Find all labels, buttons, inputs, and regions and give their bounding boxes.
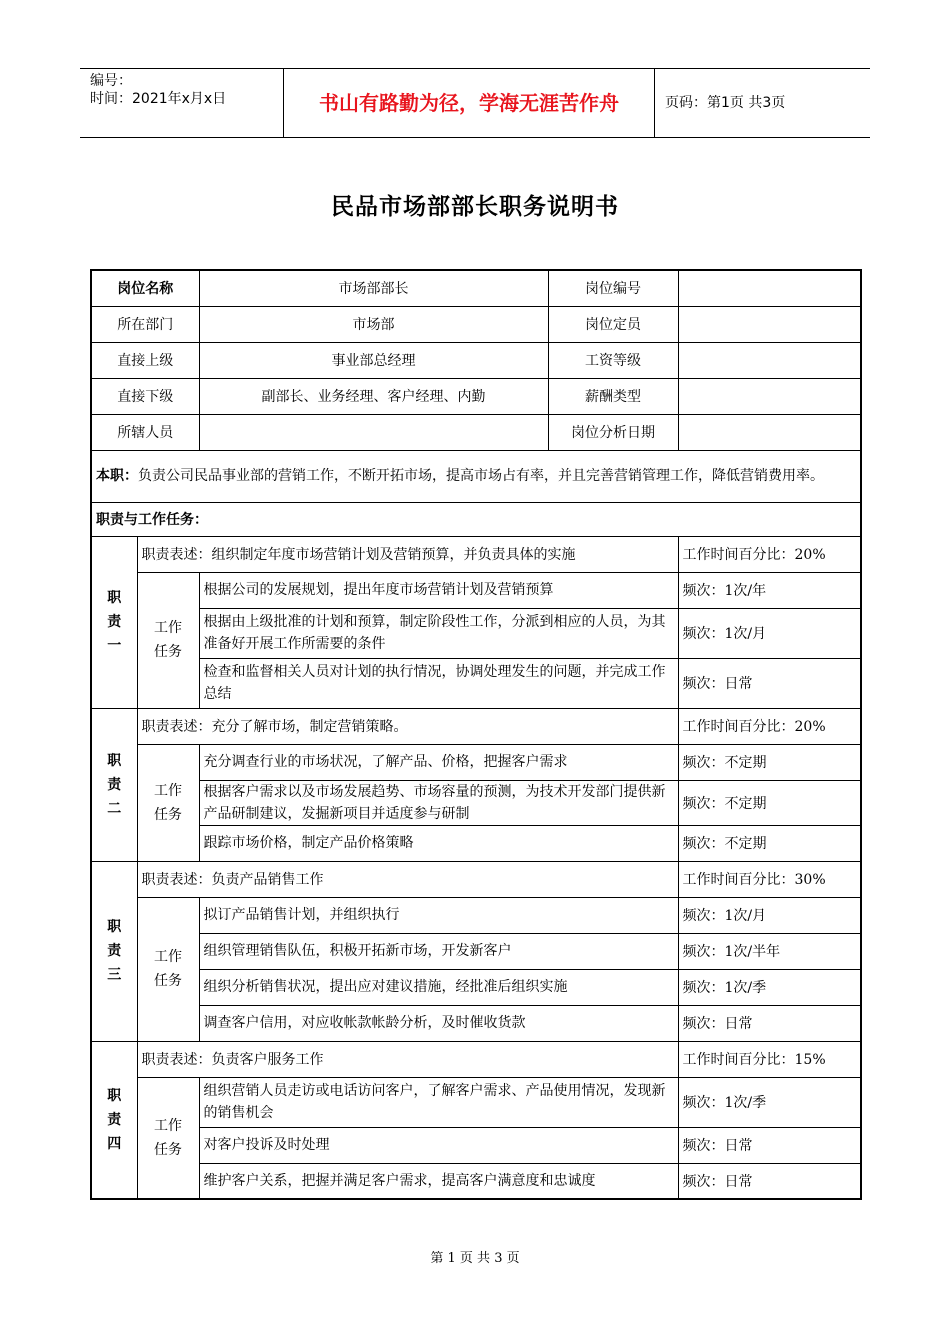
task-label (137, 572, 199, 708)
task-label-text: 工作任务 (154, 1117, 182, 1158)
duty-name-text: 职责二 (107, 752, 122, 817)
page-footer: 第 1 页 共 3 页 (430, 1251, 520, 1266)
info-label: 所在部门 (91, 306, 199, 342)
info-label: 直接上级 (91, 342, 199, 378)
task-row (91, 897, 861, 933)
document-date: 时间：2021年x月x日 (90, 91, 227, 107)
duty-time-percent: 工作时间百分比：20% (678, 708, 861, 744)
task-description: 根据客户需求以及市场发展趋势、市场容量的预测，为技术开发部门提供新产品研制建议，发掘新项目并适度参与研制 (199, 780, 678, 825)
info-label: 所辖人员 (91, 414, 199, 450)
document-number: 编号： (90, 73, 132, 89)
info-value (678, 270, 861, 306)
task-description: 组织管理销售队伍，积极开拓新市场，开发新客户 (199, 933, 678, 969)
summary-cell (91, 450, 861, 502)
task-description: 拟订产品销售计划，并组织执行 (199, 897, 678, 933)
info-value: 市场部 (199, 306, 548, 342)
duty-name (91, 1041, 137, 1199)
job-description-table (90, 269, 862, 1200)
task-frequency: 频次：日常 (678, 1163, 861, 1199)
info-value (678, 306, 861, 342)
info-row (91, 414, 861, 450)
info-row (91, 378, 861, 414)
task-description: 根据公司的发展规划，提出年度市场营销计划及营销预算 (199, 572, 678, 608)
task-frequency: 频次：日常 (678, 658, 861, 708)
duty-statement: 职责表述：负责客户服务工作 (137, 1041, 678, 1077)
task-description: 根据由上级批准的计划和预算，制定阶段性工作，分派到相应的人员，为其准备好开展工作所需要的条件 (199, 608, 678, 658)
header-meta (80, 69, 284, 137)
task-label (137, 744, 199, 861)
task-description: 组织营销人员走访或电话访问客户，了解客户需求、产品使用情况，发现新的销售机会 (199, 1077, 678, 1127)
duty-statement: 职责表述：充分了解市场，制定营销策略。 (137, 708, 678, 744)
task-description: 跟踪市场价格，制定产品价格策略 (199, 825, 678, 861)
task-frequency: 频次：不定期 (678, 825, 861, 861)
header-motto: 书山有路勤为径，学海无涯苦作舟 (284, 69, 655, 137)
duty-statement-row (91, 536, 861, 572)
duty-name-text: 职责三 (107, 919, 122, 983)
info-value (678, 342, 861, 378)
info-value: 副部长、业务经理、客户经理、内勤 (199, 378, 548, 414)
duty-time-percent: 工作时间百分比：30% (678, 861, 861, 897)
task-row (91, 1005, 861, 1041)
task-row (91, 969, 861, 1005)
task-row (91, 1077, 861, 1127)
duty-statement: 职责表述：组织制定年度市场营销计划及营销预算，并负责具体的实施 (137, 536, 678, 572)
task-row (91, 825, 861, 861)
task-frequency: 频次：不定期 (678, 780, 861, 825)
duty-statement-row (91, 1041, 861, 1077)
task-row (91, 1163, 861, 1199)
duty-statement: 职责表述：负责产品销售工作 (137, 861, 678, 897)
summary-label: 本职： (96, 467, 138, 484)
info-value (678, 378, 861, 414)
task-description: 对客户投诉及时处理 (199, 1127, 678, 1163)
header-page-number: 页码：第1页 共3页 (665, 95, 786, 111)
duties-heading-row (91, 502, 861, 536)
task-label-text: 工作任务 (154, 782, 182, 823)
summary-row (91, 450, 861, 502)
info-label: 岗位名称 (91, 270, 199, 306)
task-frequency: 频次：日常 (678, 1005, 861, 1041)
task-row (91, 608, 861, 658)
duty-name-text: 职责一 (107, 590, 122, 654)
duty-time-percent: 工作时间百分比：20% (678, 536, 861, 572)
task-row (91, 933, 861, 969)
info-label: 岗位定员 (548, 306, 678, 342)
task-description: 检查和监督相关人员对计划的执行情况，协调处理发生的问题，并完成工作总结 (199, 658, 678, 708)
info-value (199, 414, 548, 450)
summary-text: 负责公司民品事业部的营销工作，不断开拓市场，提高市场占有率，并且完善营销管理工作，降低营销费用率。 (138, 467, 824, 484)
task-label-text: 工作任务 (154, 620, 182, 660)
task-row (91, 658, 861, 708)
task-label (137, 1077, 199, 1199)
info-label: 岗位分析日期 (548, 414, 678, 450)
page-header (80, 68, 870, 138)
task-label (137, 897, 199, 1041)
task-frequency: 频次：1次/月 (678, 897, 861, 933)
task-frequency: 频次：1次/月 (678, 608, 861, 658)
duty-time-percent: 工作时间百分比：15% (678, 1041, 861, 1077)
duties-heading: 职责与工作任务： (91, 502, 861, 536)
info-row (91, 306, 861, 342)
duty-name (91, 861, 137, 1041)
task-row (91, 572, 861, 608)
task-frequency: 频次：日常 (678, 1127, 861, 1163)
info-label: 岗位编号 (548, 270, 678, 306)
info-label: 薪酬类型 (548, 378, 678, 414)
info-value: 市场部部长 (199, 270, 548, 306)
info-value: 事业部总经理 (199, 342, 548, 378)
task-description: 维护客户关系，把握并满足客户需求，提高客户满意度和忠诚度 (199, 1163, 678, 1199)
task-frequency: 频次：1次/季 (678, 1077, 861, 1127)
document-title: 民品市场部部长职务说明书 (331, 194, 619, 220)
task-description: 调查客户信用，对应收帐款帐龄分析，及时催收货款 (199, 1005, 678, 1041)
info-row (91, 342, 861, 378)
info-label: 工资等级 (548, 342, 678, 378)
duty-name-text: 职责四 (107, 1087, 122, 1152)
task-row (91, 780, 861, 825)
task-frequency: 频次：1次/年 (678, 572, 861, 608)
task-description: 充分调查行业的市场状况，了解产品、价格，把握客户需求 (199, 744, 678, 780)
task-frequency: 频次：1次/季 (678, 969, 861, 1005)
task-frequency: 频次：1次/半年 (678, 933, 861, 969)
duty-name (91, 536, 137, 708)
task-row (91, 744, 861, 780)
info-value (678, 414, 861, 450)
duty-statement-row (91, 861, 861, 897)
task-row (91, 1127, 861, 1163)
duty-statement-row (91, 708, 861, 744)
task-label-text: 工作任务 (154, 949, 182, 989)
task-frequency: 频次：不定期 (678, 744, 861, 780)
task-description: 组织分析销售状况，提出应对建议措施，经批准后组织实施 (199, 969, 678, 1005)
info-row (91, 270, 861, 306)
duty-name (91, 708, 137, 861)
info-label: 直接下级 (91, 378, 199, 414)
